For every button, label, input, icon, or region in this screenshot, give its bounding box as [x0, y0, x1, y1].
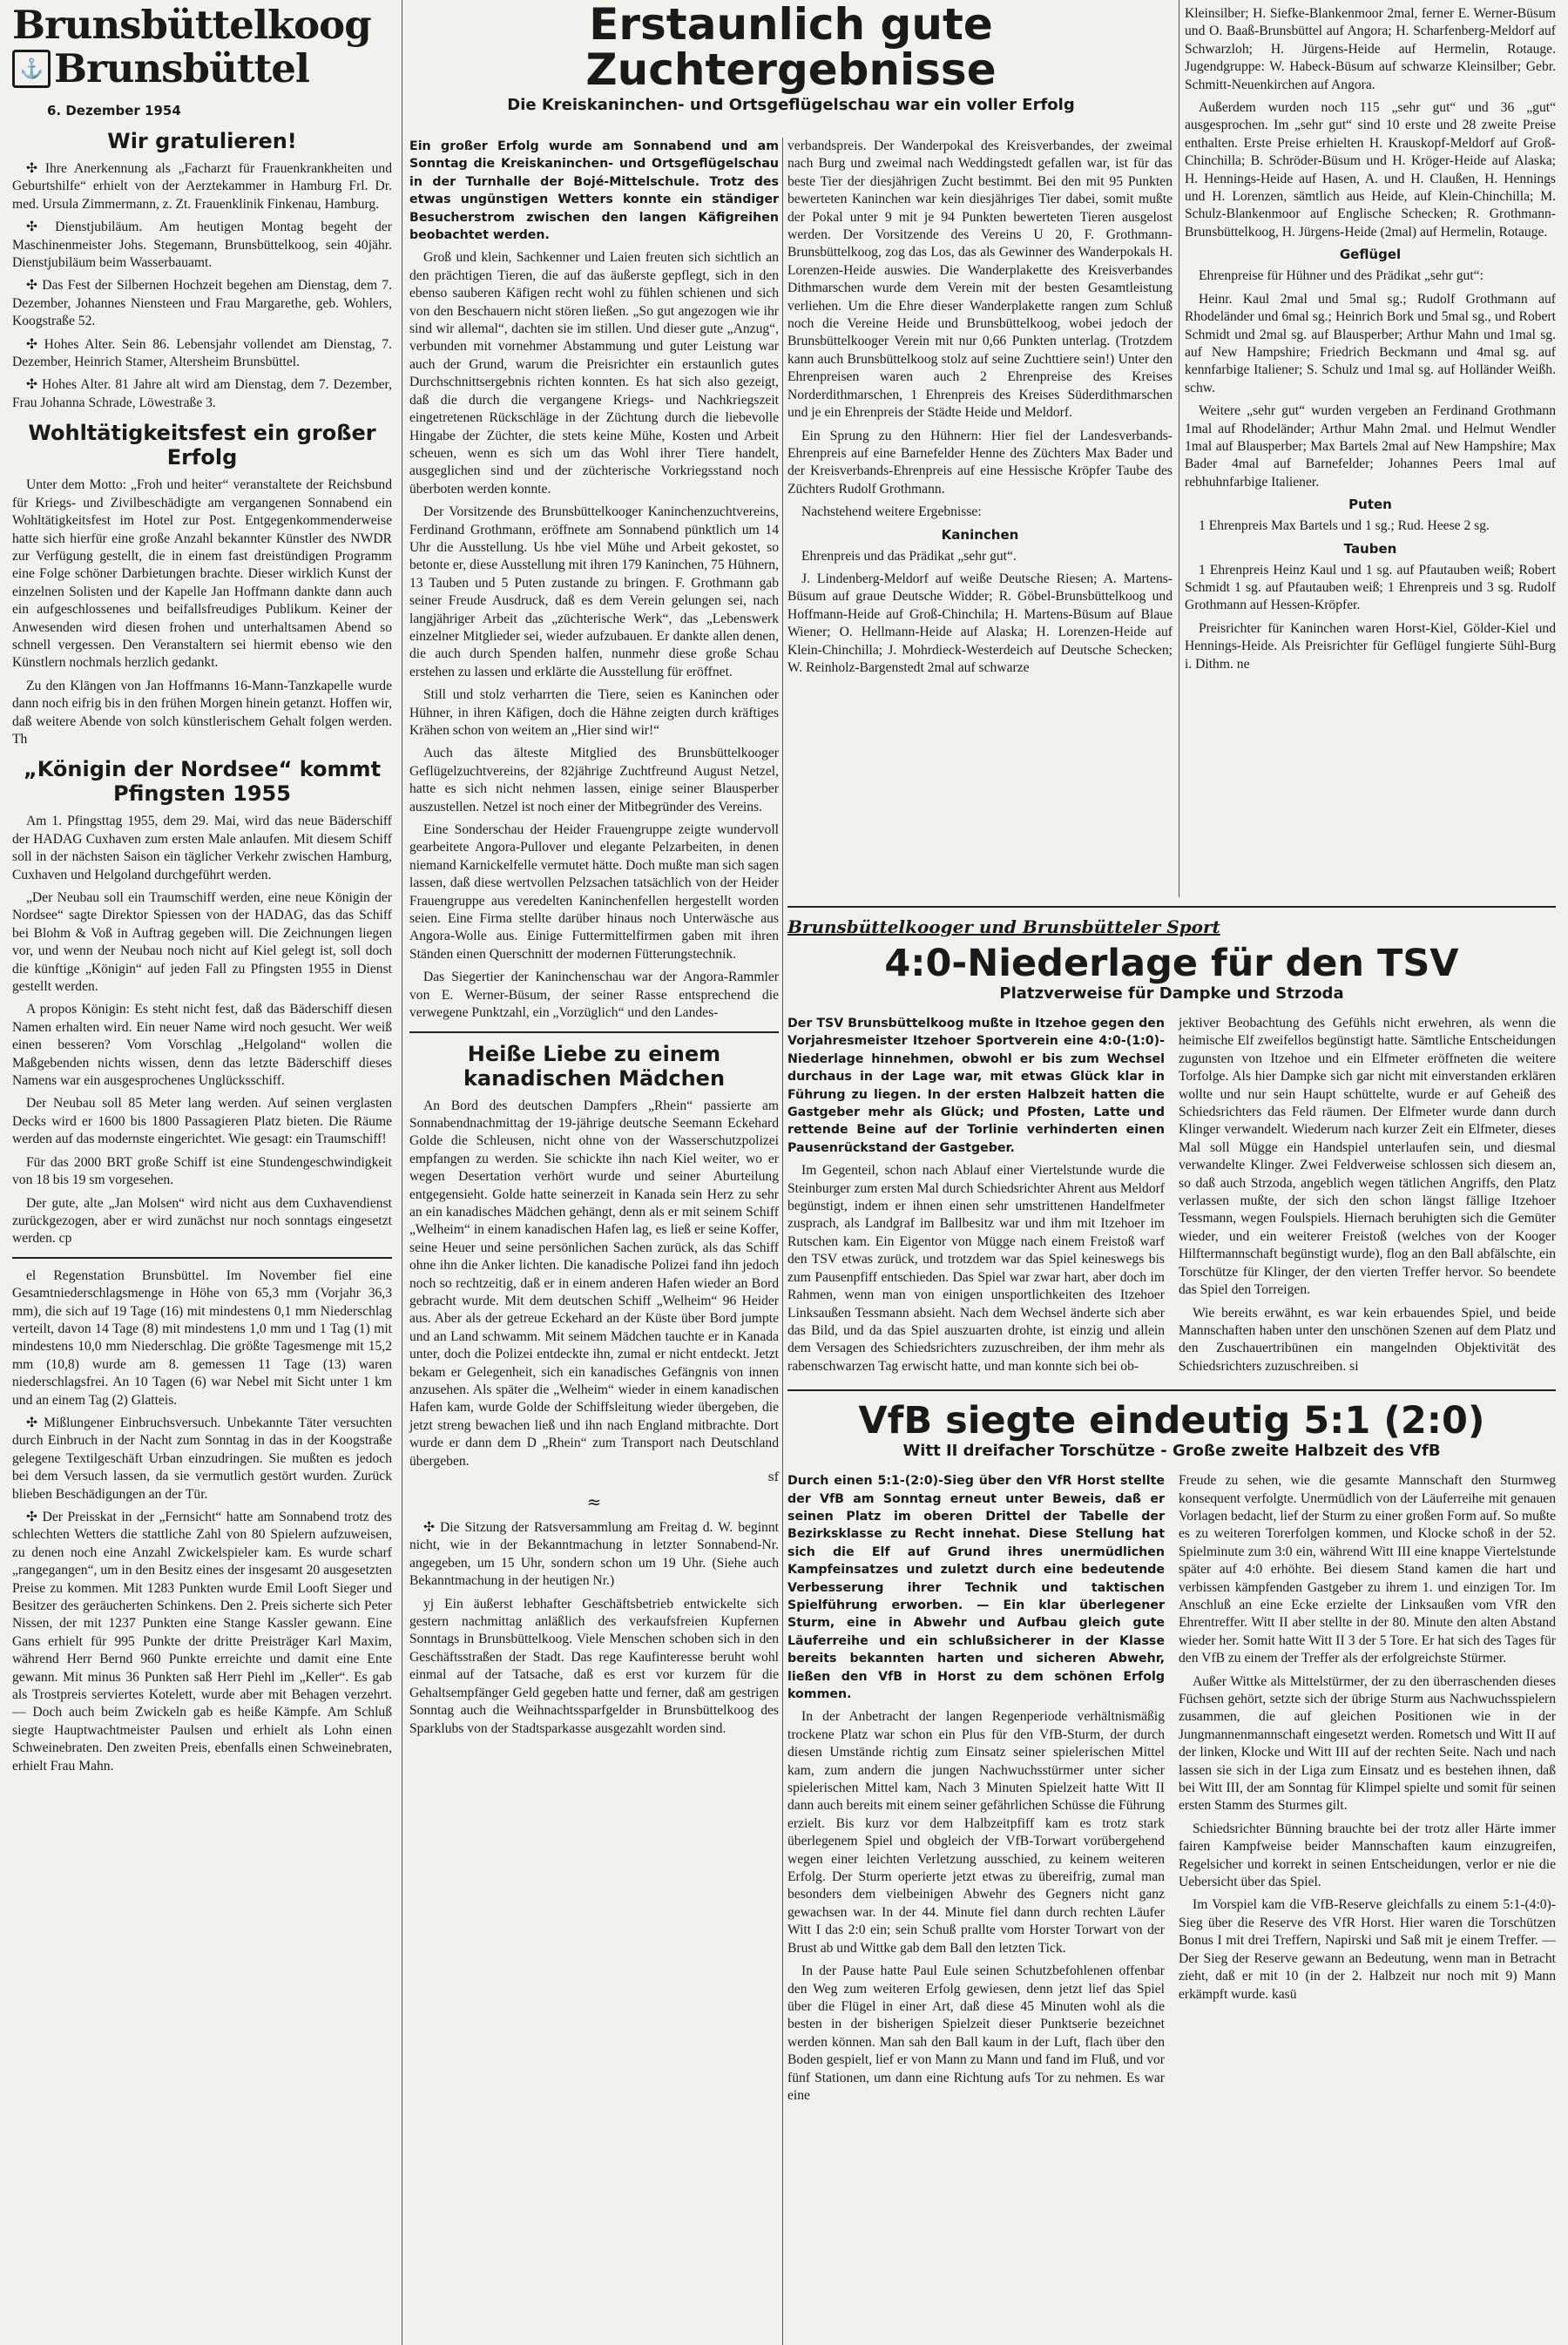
article-paragraph: ✣ Die Sitzung der Ratsversammlung am Freitag d. W. beginnt nicht, wie in der Bekanntmachung in letzter Sonnabend-Nr. angegeben, um 15 Uhr, sondern schon um 19 Uhr. (Siehe auch Bekanntmachung in der heutigen Nr.)	[409, 1520, 779, 1589]
article-paragraph: Das Siegertier der Kaninchenschau war der Angora-Rammler von E. Werner-Büsum, der seiner Rasse entsprechend die verwegene Punktzahl, ein „Vorzüglich“ und den Landes-	[409, 970, 779, 1021]
article-paragraph: Freude zu sehen, wie die gesamte Mannschaft den Sturmweg konsequent verfolgte. Unermüdlich von der Läuferreihe mit genauen Vorlagen bedacht, lief der Sturm zu einer großen Form auf. So mußte es zu weiteren Torerfolgen kommen, und Klocke schoß in der 52. Spielminute zum 3:0 ein, während Witt III eine knappe Viertelstunde später auf 4:0 erhöhte. Bei diesem Stand kamen die hart und verbissen kämpfenden Gastgeber zu ihrem 1. und einzigen Tor. Im Anschluß an eine Ecke erzielte der Linksaußen vom VfR den Ehrentreffer. Witt II aber stellte in der 80. Minute den alten Abstand wieder her. Somit hatte Witt II 3 der 5 Tore. Er hat sich des Tages für den VfB zu einem der Treffer als der erfolgreichste Stürmer.	[1179, 1473, 1556, 1666]
article-paragraph: In der Anbetracht der langen Regenperiode verhältnismäßig trockene Platz war schon ein Plus für den VfB-Sturm, der durch diesen Umstände richtig zum Einsatz seiner spielerischen Mittel kam, zum andern die jungen Nachwuchsstürmer unter sicher spielerischen Mittel kam, Nach 3 Minuten Spielzeit hatte Witt II dann auch bereits mit einem seiner gefährlichen Schüsse die Führung erzielt. Bis kurz vor dem Halbzeitpfiff kam es trotz stark überlegenem Spiel und obgleich der VfB-Torwart vorübergehend wegen einer leichten Verletzung ausschied, zu keinem weiteren Erfolg. Der Sturm operierte jetzt etwas zu übereifrig, zumal man besonders dem vielbeinigen Abwehr des Gegners nicht ganz gewachsen war. In der 44. Minute fiel dann durch rechten Läufer Witt I das 2:0 ein; sein Schuß prallte vom Horster Torwart von der Brust ab und Wittke gab dem Ball den letzten Tick.	[787, 1709, 1165, 1956]
article-paragraph: Nachstehend weitere Ergebnisse:	[801, 504, 982, 520]
article-lead: Der TSV Brunsbüttelkoog mußte in Itzehoe gegen den Vorjahresmeister Itzehoer Sportverein eine 4:0-(1:0)-Niederlage hinnehmen, obwohl er bis zum Wechsel durchaus in der Lage war, mit etwas Glück klar in Führung zu liegen. In der ersten Halbzeit hatten die Gastgeber mehr als Glück; und Pfosten, Latte und rettende Beine auf der Torlinie verhinderten einen Pausenrückstand der Gastgeber.	[787, 1017, 1165, 1155]
article-paragraph: Kleinsilber; H. Siefke-Blankenmoor 2mal, ferner E. Werner-Büsum und O. Baaß-Brunsbüttel auf Angora; H. Scharfenberg-Meldorf auf Schwarzloh; H. Jürgens-Heide auf Hermelin, Rotauge. Jugendgruppe: W. Habeck-Büsum auf schwarze Kleinsilber; Gebr. Schmitt-Neuenkirchen auf Angora.	[1185, 6, 1556, 92]
issue-date: 6. Dezember 1954	[47, 103, 181, 118]
article-paragraph: Der Neubau soll 85 Meter lang werden. Auf seinen verglasten Decks wird er 1600 bis 1800 Passagieren Platz bieten. Die Räume werden auf das modernste eingerichtet. Wie gesagt: ein Traumschiff!	[12, 1096, 392, 1147]
article-paragraph: Der gute, alte „Jan Molsen“ wird nicht aus dem Cuxhavendienst zurückgezogen, aber er wird zunächst nur noch sonntags eingesetzt werden. cp	[12, 1195, 392, 1247]
heading-zucht: Erstaunlich gute Zuchtergebnisse	[585, 0, 997, 95]
masthead-row	[12, 47, 392, 91]
article-paragraph: Schiedsrichter Bünning brauchte bei der trotz aller Härte immer fairen Kampfweise beider Mannschaften kaum einzugreifen, Regelsicher und korrekt in seinen Entscheidungen, verlor er nie die Uebersicht über das Spiel.	[1179, 1821, 1556, 1890]
section-label-gefluegel: Geflügel	[1339, 247, 1402, 263]
tsv-columns	[787, 1015, 1556, 1381]
masthead-title-2: Brunsbüttel	[54, 45, 309, 91]
article-paragraph: In der Pause hatte Paul Eule seinen Schutzbefohlenen offenbar den Weg zum weiteren Erfolg gewiesen, denn jetzt lief das Spiel über die Flügel in einer Art, daß diese 45 Minuten wohl als die besten in der bisherigen Spielzeit dieser Punktserie bezeichnet werden können. Man sah den Ball kaum in der Luft, flach über den Boden gespielt, lief er von Mann zu Mann und fand im Fluß, und vor fünf Stationen, um dann eine Richtung aufs Tor zu nehmen. Es war eine	[787, 1963, 1165, 2103]
article-paragraph: ✣ Hohes Alter. 81 Jahre alt wird am Dienstag, dem 7. Dezember, Frau Johanna Schrade, Löwestraße 3.	[12, 377, 392, 410]
column-zucht-a	[409, 138, 779, 1743]
zucht-header	[409, 0, 1173, 126]
article-paragraph: jektiver Beobachtung des Gefühls nicht erwehren, als wenn die heimische Elf zweifellos begünstigt hatte. Sämtliche Entscheidungen zugunsten von Itzehoe und ein Elfmeter eröffneten die weitere Torfolge. Als hier Dampke sich gar nicht mit einverstanden erklären wollte und nur sein Haupt schüttelte, wurde er auf Geheiß des Schiedsrichters das Feld räumen. Der Elfmeter wurde dann durch Klinger verwandelt. Wiederum nach kurzer Zeit ein Elfmeter, dieses Mal soll Mügge ein Handspiel unterlaufen sein, und diesmal verwandelte Klinger. Zwei Feldverweise schlossen sich diesem an, so daß auch Strzoda, angeblich wegen tätlichen Angriffs, den Platz verlassen mußte, der sich den schon längst fällige Itzehoer Tessmann, wegen Foulspiels. Hiernach beruhigten sich die Gemüter wieder, und ein weiterer Freistoß (welches von der Kooger Hilftermannschaft begünstigt wurde), flog an den Ball abfälschte, ein Torschütze für Klinger, der den vierten Treffer hervor. So beendete das Spiel den Torreigen.	[1179, 1016, 1556, 1298]
article-paragraph: Am 1. Pfingsttag 1955, dem 29. Mai, wird das neue Bäderschiff der HADAG Cuxhaven zum ersten Male anlaufen. Mit diesem Schiff soll in der nächsten Saison ein täglicher Verkehr zwischen Hamburg, Cuxhaven und Helgoland durchgeführt werden.	[12, 814, 392, 882]
article-paragraph: Im Vorspiel kam die VfB-Reserve gleichfalls zu einem 5:1-(4:0)-Sieg über die Reserve des VfR Horst. Hier waren die Torschützen Bonus I mit drei Treffern, Napirski und Saß mit je einem Treffer. — Der Sieg der Reserve gewann an Bedeutung, wenn man in Betracht zieht, daß er mit 10 (in der 2. Halbzeit nur noch mit 9) Mann erkämpft wurde. kasü	[1179, 1897, 1556, 2002]
divider	[787, 906, 1556, 908]
subheading-vfb: Witt II dreifacher Torschütze - Große zweite Halbzeit des VfB	[902, 1442, 1441, 1461]
article-paragraph: Ein Sprung zu den Hühnern: Hier fiel der Landesverbands-Ehrenpreis auf eine Barnefelder Henne des Züchters Max Bader und der Kreisverbands-Ehrenpreis auf eine Hessische Kröpfer Taube des Züchters Rudolf Grothmann.	[787, 428, 1173, 497]
column-rule	[782, 138, 783, 2345]
subheading-zucht: Die Kreiskaninchen- und Ortsgeflügelschau war ein voller Erfolg	[507, 96, 1075, 114]
section-label-tauben: Tauben	[1343, 540, 1397, 557]
heading-koenigin: „Königin der Nordsee“ kommt Pfingsten 1955	[23, 757, 382, 807]
article-paragraph: „Der Neubau soll ein Traumschiff werden, eine neue Königin der Nordsee“ sagte Direktor Spiessen von der HADAG, das das Schiff bei Blohm & Voß in Auftrag gegeben will. Die Zeichnungen liegen vor, und wenn der Neubau noch nicht auf Kiel gelegt ist, soll doch die künftige „Königin“ auf jeden Fall zu Pfingsten 1955 in Dienst gestellt werden.	[12, 890, 392, 995]
article-paragraph: J. Lindenberg-Meldorf auf weiße Deutsche Riesen; A. Martens-Büsum auf graue Deutsche Widder; R. Göbel-Brunsbüttelkoog und Hoffmann-Heide auf Groß-Chinchila; H. Martens-Büsum auf Blaue Wiener; O. Hellmann-Heide auf Alaska; H. Lorenzen-Heide auf Klein-Chinchilla; J. Mohrdieck-Westerdeich auf Deutsche Schecken; W. Reinholz-Bargenstedt 2mal auf schwarze	[787, 571, 1173, 675]
tsv-col-b	[1179, 1015, 1556, 1381]
heading-wohltaetigkeit: Wohltätigkeitsfest ein großer Erfolg	[28, 421, 376, 470]
divider	[12, 1257, 392, 1259]
article-paragraph: Unter dem Motto: „Froh und heiter“ veranstaltete der Reichsbund für Kriegs- und Zivilbeschädigte am vergangenen Sonnabend ein Wohltätigkeitsfest im Hotel zur Post. Entgegenkommenderweise hatte sich hierfür eine große Anzahl bekannter Künstler des NWDR zur Verfügung gestellt, die in einem fast dreistündigen Programm eine Folge schöner Darbietungen brachte. Dieser wirklich Kunst der einzelnen Solisten und der Kapelle Jan Hoffmann dankte dann auch ein aufgeschlossenes und beifallsfreudiges Publikum. Keiner der Anwesenden wird diesen frohen und unterhaltsamen Abend so schnell vergessen. Den Veranstaltern sei hiermit ebenso wie den Künstlern nochmals herzlich gedankt.	[12, 477, 392, 671]
article-paragraph: Zu den Klängen von Jan Hoffmanns 16-Mann-Tanzkapelle wurde dann noch eifrig bis in den frühen Morgen hinein getanzt. Hoffen wir, daß weitere Abende von solch künstlerischem Gehalt folgen werden. Th	[12, 678, 392, 747]
article-paragraph: Auch das älteste Mitglied des Brunsbüttelkooger Geflügelzuchtvereins, der 82jährige Zuchtfreund August Netzel, hatte es sich nicht nehmen lassen, einige seiner Blausperber auszustellen. Netzel ist noch einer der Mitbegründer des Vereins.	[409, 746, 779, 814]
article-paragraph: el Regenstation Brunsbüttel. Im November fiel eine Gesamtniederschlagsmenge in Höhe von 65,3 mm (Vorjahr 36,3 mm), die sich auf 19 Tage (16) mit mindestens 0,1 mm Niederschlag verteilt, davon 14 Tage (8) mit mindestens 1,0 mm und 1 Tag (1) mit mindestens 10,0 mm Niederschlag. Die größte Tagesmenge mit 15,2 mm (10,8) wurde am 8. gemessen 11 Tage (13) waren niederschlagsfrei. An 10 Tagen (6) war Nebel mit Sicht unter 1 km und an einem Tag (2) Glatteis.	[12, 1267, 392, 1408]
tsv-col-a	[787, 1015, 1165, 1381]
article-paragraph: 1 Ehrenpreis Max Bartels und 1 sg.; Rud. Heese 2 sg.	[1199, 518, 1490, 534]
divider	[409, 1031, 779, 1033]
heading-gratulieren: Wir gratulieren!	[107, 129, 297, 153]
heading-kanada: Heiße Liebe zu einem kanadischen Mädchen	[463, 1041, 726, 1091]
vfb-col-a	[787, 1472, 1165, 2110]
vfb-col-b	[1179, 1472, 1556, 2110]
article-paragraph: Für das 2000 BRT große Schiff ist eine Stundengeschwindigkeit von 18 bis 19 sm vorgesehen.	[12, 1154, 392, 1188]
article-paragraph: Weitere „sehr gut“ wurden vergeben an Ferdinand Grothmann 1mal auf Rhodeländer; Arthur Mahn 2mal. und Helmut Wendler 1mal auf Blausperber; Max Bartels 2mal auf New Hampshire; Max Bader 4mal auf Barnefelder; Johannes Peers 1mal auf rebhuhnfarbige Italiener.	[1185, 403, 1556, 490]
article-paragraph: ✣ Das Fest der Silbernen Hochzeit begehen am Dienstag, dem 7. Dezember, Johannes Niensteen und Frau Margarethe, geb. Wohlers, Koogstraße 52.	[12, 278, 392, 329]
masthead-title-1: Brunsbüttelkoog	[12, 2, 371, 48]
separator-mark: ≈	[586, 1491, 602, 1513]
column-zucht-b	[787, 138, 1173, 682]
section-label-kaninchen: Kaninchen	[941, 526, 1019, 543]
article-paragraph: Eine Sonderschau der Heider Frauengruppe zeigte wundervoll gearbeitete Angora-Pullover und elegante Pelzarbeiten, in denen niemand Karnickelfelle vermutet hätte. Doch mußte man sich sagen lassen, daß diese wertvollen Pelzsachen tatsächlich von der Heider Frauengruppe aus veredelten Kaninchenfellen hergestellt worden seien. Eine Firma stellte darüber hinaus noch Unterwäsche aus Angora-Wolle aus. Einige Futtermittelfirmen gaben mit ihren Ständen einen Querschnitt der modernen Fütterungstechnik.	[409, 822, 779, 962]
subheading-tsv: Platzverweise für Dampke und Strzoda	[999, 984, 1344, 1003]
section-label-puten: Puten	[1348, 497, 1392, 513]
article-paragraph: Wie bereits erwähnt, es war kein erbauendes Spiel, und beide Mannschaften haben unter den unschönen Szenen auf dem Platz und den Zuschauertribünen ein mangelnden Objektivität des Schiedsrichters zuzuschreiben. si	[1179, 1305, 1556, 1374]
sport-rubric: Brunsbüttelkooger und Brunsbütteler Sport	[787, 916, 1220, 937]
article-paragraph: Still und stolz verharrten die Tiere, seien es Kaninchen oder Hühner, in ihren Käfigen, doch die Hähne zeigten durch kräftiges Krähen schon von weitem an „Hier sind wir!“	[409, 687, 779, 738]
article-paragraph: verbandspreis. Der Wanderpokal des Kreisverbandes, der zweimal nach Burg und zweimal nach Weddingstedt gefallen war, ist für das beste Tier der diesjährigen Zucht bestimmt. Bei den mit 95 Punkten bewerteten Kaninchen war kein diesjähriges Tier dabei, somit mußte der Pokal unter 9 mit je 94 Punkten bewerteten Tieren ausgelost werden. Der Vorsitzende des Vereins U 20, F. Grothmann-Brunsbüttelkoog, zog das Los, das als Gewinner des Wanderpokals H. Lorenzen-Heide auswies. Die Wanderplakette des Kreisverbandes Dithmarschen wurde dem Verein mit der besten Gesamtleistung verliehen. Um die Ehre dieser Wanderplakette rangen zum Schluß noch die Vereine Heide und Brunsbüttelkoog, wobei jedoch der Brunsbüttelkooger Verein mit nur 0,66 Punkten unterlag. (Trotzdem kann auch Brunsbüttelkoog stolz auf seine Zuchttiere sein!) Unter den Ehrenpreisen waren auch 2 Ehrenpreise des Kreises Norderdithmarschen, 1 Ehrenpreis des Kreises Süderdithmarschen und je ein Ehrenpreis der Städte Heide und Meldorf.	[787, 139, 1173, 421]
heading-vfb: VfB siegte eindeutig 5:1 (2:0)	[858, 1399, 1485, 1443]
column-local-news	[12, 0, 392, 1781]
article-paragraph: ✣ Hohes Alter. Sein 86. Lebensjahr vollendet am Dienstag, 7. Dezember, Heinrich Stamer, Altersheim Brunsbüttel.	[12, 336, 392, 370]
article-paragraph: Ehrenpreise für Hühner und des Prädikat „sehr gut“:	[1199, 268, 1484, 284]
article-paragraph: An Bord des deutschen Dampfers „Rhein“ passierte am Sonnabendnachmittag der 19-jährige deutsche Seemann Eckehard Golde die Schleusen, nicht ohne von der Wasserschutzpolizei empfangen zu werden. Sie schickte ihn nach Kiel weiter, wo er wegen Desertation verhört wurde und seiner Aburteilung entgegensieht. Golde hatte seinerzeit in Kanada sein Herz zu sehr an ein kanadisches Mädchen gehängt, denn als er mit seinem Schiff „Welheim“ in einem kanadischen Hafen lag, es ließ er seine Koffer, seine Heuer und seine persönlichen Sachen zurück, als das Schiff ohne ihn die Anker lichten. Die kanadische Polizei fand ihn jedoch noch so rechtzeitig, daß er in einem anderen Hafen wieder an Bord gebracht wurde. Mit dem deutschen Schiff „Welheim“ 96 Heider aus. Aber als der getreue Eckehard an der Küste über Bord jumpte und an Land schwamm. Mit seinem Mädchen tauchte er in Kanada unter, doch die Polizei entdeckte ihn, zumal er nicht entdeckt. Jetzt bekam er Gelegenheit, sich ein kanadisches Gefängnis von innen anzusehen. Als später die „Welheim“ wieder in einem kanadischen Hafen kam, wurde Golde der Schiffsleitung wieder übergeben, die jetzt streng bewachen ließ und ihn nach England mitbrachte. Dort wurde er dann dem D „Rhein“ zum Transport nach Deutschland übergeben.	[409, 1098, 779, 1469]
article-paragraph: Außer Wittke als Mittelstürmer, der zu den überraschenden dieses Füchsen gehört, setzte sich der übrige Sturm aus Nachwuchsspielern zusammen, die auf gleichen Positionen wie in der Jungmannenmannschaft eingesetzt werden. Rometsch und Witt II auf der linken, Klocke und Witt III auf der rechten Seite. Nach und nach lassen sie sich in der Liga zum Einsatz und es bestehen ihnen, daß bei Witt III, der am Sonntag für Klimpel spielte und somit für seinen ersten Stamm des Sturmes gilt.	[1179, 1673, 1556, 1814]
coat-of-arms-icon: ⚓	[12, 50, 51, 88]
article-paragraph: ✣ Der Preisskat in der „Fernsicht“ hatte am Sonnabend trotz des schlechten Wetters die stattliche Zahl von 80 Spielern aufzuweisen, zu denen noch eine Anzahl Zwickelspieler kam. Es wurde scharf „rangegangen“, um in den Besitz eines der insgesamt 20 ausgesetzten Preise zu kommen. Mit 1283 Punkten wurde Emil Looft Sieger und Besitzer des geräucherten Schinkens. Den 2. Preis sicherte sich Peter Nissen, der mit 1237 Punkten eine Stange Kassler gewann. Eine Gans erhielt für 995 Punkte der dritte Preisträger Karl Maxim, während Herr Bernd 960 Punkte erreichte und damit eine Ente gewann. Mit minus 36 Punkten saß Herr Piehl im „Keller“. Es gab als Trostpreis serviertes Kotelett, wurde aber mit Behagen verzehrt. — Doch auch beim Zwickeln gab es heiße Kämpfe. Am Schluß siegte Hauptwachtmeister Paulsen und erhielt als Lohn einen Schweinebraten. Den zweiten Preis, ebenfalls einen Schweinebraten, erhielt Frau Mahn.	[12, 1510, 392, 1774]
article-paragraph: Groß und klein, Sachkenner und Laien freuten sich sichtlich an den prächtigen Tieren, die auf das äußerste gepflegt, sich in den ebenso sauberen Käfigen recht wohl zu fühlen schienen und sich von den Beschauern nicht stören ließen. „So gut angezogen wie ihr sind wir allemal“, dachten sie im stillen. Und dieser gute „Anzug“, verbunden mit vornehmer Abstammung und guter Leistung war auch der Grund, warum die Preisrichter ein erstaunlich gutes Durchschnittsergebnis richten konnten. Es hat sich also gezeigt, daß die durch die vergangene Kriegs- und Nachkriegszeit eingetretenen Rückschläge in der Züchtung durch die liebevolle Hingabe der Züchter, die stets keine Mühe, Kosten und Arbeit scheuen, wenn es sich um das Wohl ihrer Tiere handelt, ausgeglichen sind und der züchterische Vorkriegsstand noch überboten werden konnte.	[409, 250, 779, 497]
article-paragraph: Im Gegenteil, schon nach Ablauf einer Viertelstunde wurde die Steinburger zum ersten Mal durch Schiedsrichter Ahrent aus Meldorf begünstigt, indem er ihnen einen sehr umstrittenen Handelfmeter zusprach, als Landgraf im Ballbesitz war und ihm mit Itzehoer im Rutschen kam. Ein Eigentor von Mügge nach einem Freistoß warf den TSV etwas zurück, und trotzdem war das Spiel keineswegs bis zum Pausenpfiff entschieden. Das Spiel war zwar hart, aber doch im Rahmen, wenn man von einigen unsportlichkeiten des Itzehoer Linksaußen Tessmann absieht. Nach dem Wechsel änderte sich aber das Bild, und da das Spiel auszuarten drohte, ist einzig und allein dem Versagen des Schiedsrichters zuzuschreiben, der ihm mehr als rabenschwarzen Tag erwischt hatte, und man konnte sich bei ob-	[787, 1163, 1165, 1374]
article-lead: Durch einen 5:1-(2:0)-Sieg über den VfR Horst stellte der VfB am Sonntag erneut unter Beweis, daß er seinen Platz im oberen Drittel der Tabelle der Bezirksklasse zu Recht innehat. Diese Stellung hat sich die Elf auf Grund ihres unermüdlichen Kampfeinsatzes und zuletzt durch eine bedeutende Verbesserung ihrer Technik und taktischen Spielführung erworben. — Ein klar überlegener Sturm, eine in Abwehr und Aufbau gleich gute Läuferreihe und ein schlußsicherer in der Klasse bereits bekannten harten und sicheren Abwehr, ließen den VfB in Horst zu dem schönen Erfolg kommen.	[787, 1474, 1165, 1701]
article-lead: Ein großer Erfolg wurde am Sonnabend und am Sonntag die Kreiskaninchen- und Ortsgeflügelschau in der Turnhalle der Bojé-Mittelschule. Trotz des etwas ungünstigen Wetters konnte ein ständiger Besucherstrom zwischen den langen Käfigreihen beobachtet werden.	[409, 139, 779, 243]
article-paragraph: Der Vorsitzende des Brunsbüttelkooger Kaninchenzuchtvereins, Ferdinand Grothmann, eröffnete am Sonnabend pünktlich um 14 Uhr die Ausstellung. Us hbe viel Mühe und Arbeit gekostet, so betonte er, diese Ausstellung mit ihren 179 Kaninchen, 75 Hühnern, 13 Tauben und 5 Puten zustande zu bringen. F. Grothmann gab seiner Freude Ausdruck, daß es dem Verein gelungen sei, nach langjähriger Arbeit das „züchterische Werk“, das „Lebenswerk einzelner Mitglieder sei, wieder aufzubauen. Er dankte allen denen, die auch durch Spenden halfen, nunmehr diese große Schau erstehen zu lassen und erklärte die Ausstellung für eröffnet.	[409, 504, 779, 679]
author-signature: sf	[767, 1470, 779, 1485]
article-paragraph: Ehrenpreis und das Prädikat „sehr gut“.	[801, 548, 1017, 564]
article-paragraph: Außerdem wurden noch 115 „sehr gut“ und 36 „gut“ ausgesprochen. Im „sehr gut“ sind 10 erste und 28 zweite Preise enthalten. Erste Preise erhielten H. Krauskopf-Meldorf auf Groß-Chinchilla; B. Schröder-Büsum und H. Kröger-Heide auf Alaska; H. Hennings-Heide auf Hasen, A. und H. Claußen, H. Hennings und H. Lorenzen, sämtlich aus Heide, auf Klein-Chinchilla; M. Schulz-Blankenmoor auf Englische Schecken; R. Grothmann-Brunsbüttelkoog, H. Jürgens-Heide (2mal) auf Hermelin, Rotauge.	[1185, 100, 1556, 240]
article-paragraph: ✣ Mißlungener Einbruchsversuch. Unbekannte Täter versuchten durch Einbruch in der Nacht zum Sonntag in das in der Koogstraße gelegene Textilgeschäft Urban einzudringen. Sie mußten es jedoch bei dem Versuch lassen, da sie vermutlich gestört wurden. Zurück blieben Beschädigungen an der Tür.	[12, 1415, 392, 1502]
article-paragraph: ✣ Ihre Anerkennung als „Facharzt für Frauenkrankheiten und Geburtshilfe“ erhielt von der Aerztekammer in Hamburg Frl. Dr. med. Ursula Zimmermann, z. Zt. Frauenklinik Finkenau, Hamburg.	[12, 161, 392, 212]
heading-tsv: 4:0-Niederlage für den TSV	[884, 942, 1459, 985]
article-paragraph: 1 Ehrenpreis Heinz Kaul und 1 sg. auf Pfautauben weiß; Robert Schmidt 1 sg. auf Pfautauben weiß; 1 Ehrenpreis und 3 sg. Rudolf Grothmann auf Hessen-Kröpfer.	[1185, 562, 1556, 613]
article-paragraph: Heinr. Kaul 2mal und 5mal sg.; Rudolf Grothmann auf Rhodeländer und 6mal sg.; Heinrich Bork und 5mal sg., und Robert Schmidt und 2mal sg. auf Blausperber; Arthur Mahn und 1mal sg. auf New Hampshire; Friedrich Beckmann und 4mal sg. auf kennfarbige Italiener; S. Schulz und 1mal sg. auf Holländer Weißh. schw.	[1185, 291, 1556, 395]
article-paragraph: ✣ Dienstjubiläum. Am heutigen Montag begeht der Maschinenmeister Johs. Stegemann, Brunsbüttelkoog, sein 40jähr. Dienstjubiläum beim Wasserbauamt.	[12, 220, 392, 271]
vfb-columns	[787, 1472, 1556, 2110]
divider	[787, 1389, 1556, 1391]
article-paragraph: A propos Königin: Es steht nicht fest, daß das Bäderschiff diesen Namen erhalten wird. Ein neuer Name wird noch gesucht. Wer weiß einen besseren? Vom Vorschlag „Helgoland“ wollen die Maßgebenden nichts wissen, denn das letzte Bäderschiff dieses Namens war ein ausgesprochenes Unglücksschiff.	[12, 1002, 392, 1089]
sport-section	[787, 897, 1556, 2110]
article-paragraph: Preisrichter für Kaninchen waren Horst-Kiel, Gölder-Kiel und Hennings-Heide. Als Preisrichter für Geflügel fungierte Sühl-Burg i. Dithm. ne	[1185, 620, 1556, 672]
article-paragraph: yj Ein äußerst lebhafter Geschäftsbetrieb entwickelte sich gestern nachmittag anläßlich des verkaufsfreien Kupfernen Sonntags in Brunsbüttelkoog. Viele Menschen schoben sich in den Geschäftsstraßen der Stadt. Das rege Kaufinteresse beruht wohl einmal auf der Tatsache, daß es erst vor kurzem für die Gehaltsempfänger Geld gegeben hatte und ferner, daß am gestrigen Sonntag auch die Weihnachtssparfgelder in Brunsbüttelkoog des Sparklubs von der Stadtsparkasse ausgezahlt worden sind.	[409, 1596, 779, 1736]
column-zucht-c	[1185, 5, 1556, 679]
